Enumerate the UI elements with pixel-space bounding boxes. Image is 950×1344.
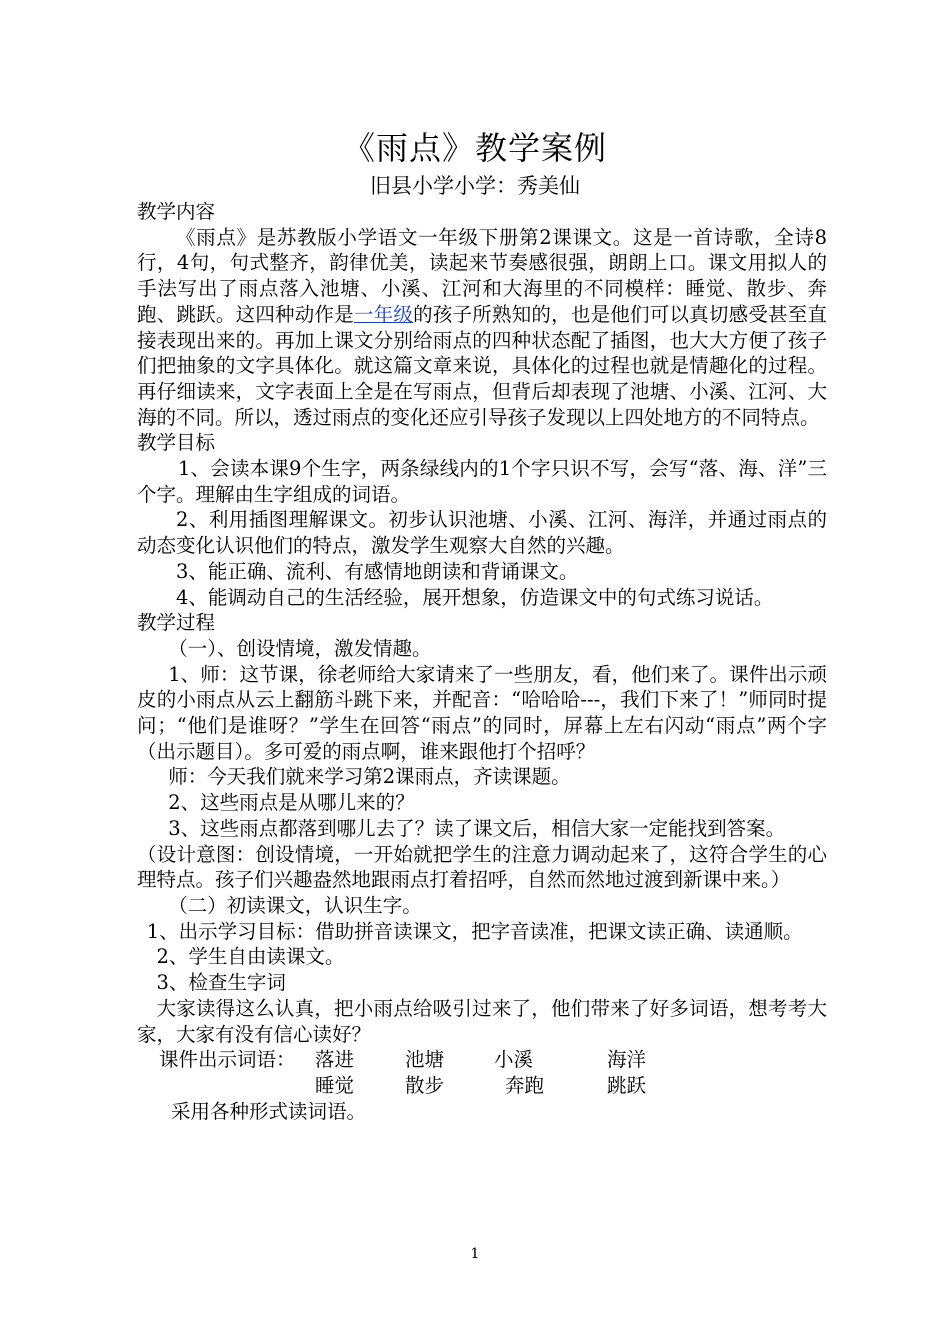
step2-paragraph-3: 3、检查生字词 [156, 971, 286, 995]
step2-paragraph-4: 大家读得这么认真，把小雨点给吸引过来了，他们带来了好多词语，想考考大家，大家有没有信心读好？ [137, 996, 827, 1046]
content-paragraph [137, 225, 827, 431]
word-item: 海洋 [607, 1048, 647, 1072]
section-heading-content: 教学内容 [137, 200, 216, 223]
design-note: （设计意图：创设情境，一开始就把学生的注意力调动起来了，这符合学生的心理特点。孩子们兴趣盎然地跟雨点打着招呼，自然而然地过渡到新课中来。） [137, 842, 827, 892]
word-item: 奔跑 [505, 1073, 545, 1097]
goal-item-2: 2、利用插图理解课文。初步认识池塘、小溪、江河、海洋，并通过雨点的动态变化认识他们的特点，激发学生观察大自然的兴趣。 [137, 508, 827, 558]
step1-paragraph-3: 2、这些雨点是从哪儿来的？ [168, 791, 415, 815]
step1-paragraph-1: 1、师：这节课，徐老师给大家请来了一些朋友，看，他们来了。课件出示顽皮的小雨点从云上翻筋斗跳下来，并配音：“哈哈哈---，我们下来了！”师同时提问；“他们是谁呀？”学生在回答“雨点”的同时，屏幕上左右闪动“雨点”两个字（出示题目）。多可爱的雨点啊，谁来跟他打个招呼？ [137, 662, 827, 763]
document-body [137, 199, 827, 1124]
step1-paragraph-4: 3、这些雨点都落到哪儿去了？读了课文后，相信大家一定能找到答案。 [168, 816, 786, 840]
word-list-row-1 [137, 1047, 827, 1073]
content-text-b: 的孩子所熟知的，也是他们可以真切感受甚至直接表现出来的。再加上课文分别给雨点的四种状态配了插图，也大大方便了孩子们把抽象的文字具体化。就这篇文章来说，具体化的过程也就是情趣化的过程。再仔细读来，文字表面上全是在写雨点，但背后却表现了池塘、小溪、江河、大海的不同。所以，透过雨点的变化还应引导孩子发现以上四处地方的不同特点。 [137, 302, 827, 429]
goal-item-3: 3、能正确、流利、有感情地朗读和背诵课文。 [176, 559, 579, 583]
goal-item-4: 4、能调动自己的生活经验，展开想象，仿造课文中的句式练习说话。 [176, 585, 774, 609]
step1-heading: （一）、创设情境，激发情趣。 [168, 636, 432, 660]
page-title: 《雨点》教学案例 [342, 129, 607, 167]
step2-paragraph-1: 1、出示学习目标：借助拼音读课文，把字音读准，把课文读正确、读通顺。 [146, 919, 803, 943]
step2-paragraph-5: 采用各种形式读词语。 [171, 1099, 367, 1123]
grade-link[interactable]: 一年级 [353, 302, 414, 326]
section-heading-goals: 教学目标 [137, 431, 216, 455]
word-item: 散步 [405, 1073, 445, 1097]
word-item: 跳跃 [607, 1073, 647, 1097]
word-item: 睡觉 [315, 1073, 355, 1097]
goal-item-1: 1、会读本课9个生字，两条绿线内的1个字只识不写，会写“落、海、洋”三个字。理解由生字组成的词语。 [137, 457, 827, 506]
page-number: 1 [470, 1246, 480, 1262]
step2-heading: （二）初读课文，认识生字。 [168, 893, 422, 917]
section-heading-process: 教学过程 [137, 611, 216, 635]
content-text-a: 《雨点》是苏教版小学语文一年级下册第2课课文。这是一首诗歌，全诗8行，4句，句式整齐，韵律优美，读起来节奏感很强，朗朗上口。课文用拟人的手法写出了雨点落入池塘、小溪、江河和大海里的不同模样：睡觉、散步、奔跑、跳跃。这四种动作是 [137, 225, 827, 326]
word-item: 池塘 [405, 1048, 445, 1072]
author-line: 旧县小学小学：秀美仙 [370, 174, 580, 198]
word-list-row-2 [137, 1073, 827, 1099]
word-list-label: 课件出示词语： [159, 1048, 296, 1072]
step2-paragraph-2: 2、学生自由读课文。 [156, 945, 345, 969]
word-item: 落进 [315, 1048, 355, 1072]
step1-paragraph-2: 师：今天我们就来学习第2课雨点，齐读课题。 [168, 765, 571, 789]
word-item: 小溪 [494, 1048, 534, 1072]
